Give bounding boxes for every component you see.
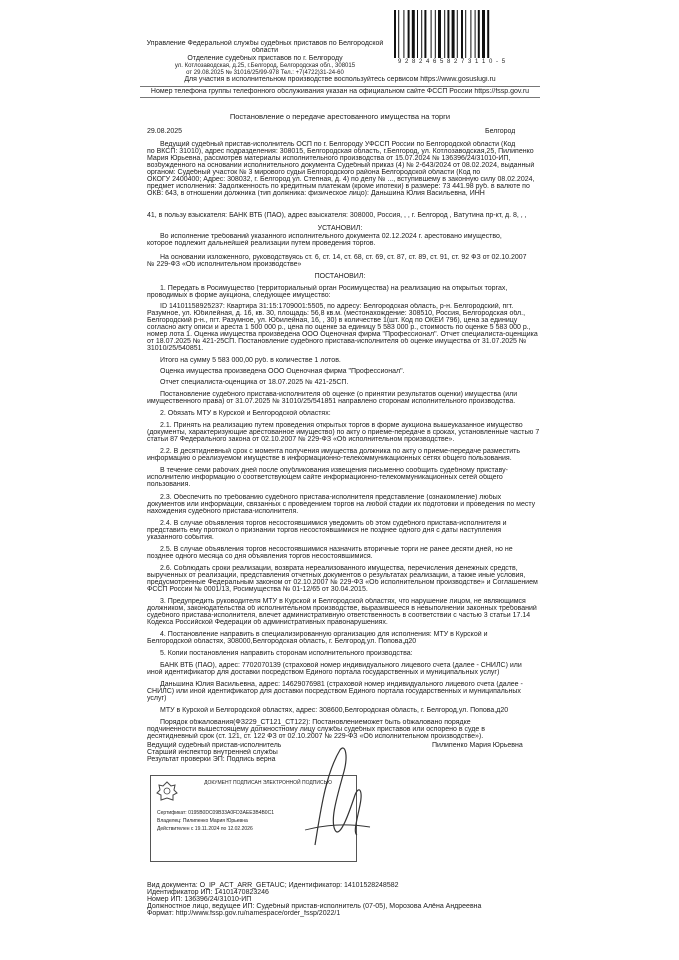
appeal-line: Порядок обжалования(ФЗ229_СТ121_СТ122): Постановлениеможет быть обжаловано порядке <box>160 719 471 726</box>
recipient-2-line: Даньшина Юлия Васильевна, адрес: 14629076981 (страховой номер индивидуального лицевого счета (далее - <box>160 681 523 688</box>
gosuslugi-note: Для участия в исполнительном производстве воспользуйтесь сервисом https://www.gosuslugi.ru <box>184 76 496 83</box>
dept-line-1: Отделение судебных приставов по г. Белгороду <box>187 55 343 62</box>
signer-title: Ведущий судебный пристав-исполнитель <box>147 742 282 749</box>
intro-line: ОКОГУ 2400400; Адрес: 308032, г. Белгород ул. Степная, д. 4) по делу № ..., вступившему в законную силу 08.02.2024, <box>147 176 535 183</box>
established-heading: УСТАНОВИЛ: <box>317 225 363 232</box>
recipient-2-line: услуг) <box>147 695 167 702</box>
phone-note: Номер телефона группы телефонного обслуживания указан на официальном сайте ФССП России https://fssp.gov.ru <box>150 88 530 95</box>
property-line: от 18.07.2025 № 421-25СП. Постановление судебного пристава-исполнителя об оценке имущества от 31.07.2025 № <box>147 338 527 345</box>
paragraph-2-3-line: 2.3. Обеспечить по требованию судебного пристава-исполнителя представление (ознакомление) любых <box>160 494 502 501</box>
header-divider-2 <box>140 97 540 98</box>
footer-ip-number: Номер ИП: 136396/24/31010-ИП <box>147 896 252 903</box>
recipient-2-line: СНИЛС) или иной идентификатор для доставки посредством Единого портала государственных и муниципальных <box>147 688 521 695</box>
paragraph-4-line: 4. Постановление направить в специализированную организацию для исполнения: МТУ в Курской и <box>160 631 488 638</box>
paragraph-3-line: должником, законодательства об исполнительном производстве, выразившееся в невыполнении законных требований <box>147 605 537 612</box>
intro-line: возбужденного на основании исполнительного документа Судебный приказ (4) № 2-643/2024 от 08.02.2024, выданный <box>147 162 535 169</box>
stamp-line: Сертификат: 0195B0DC09B33A0FD3AEE3B4B0C1 <box>157 810 274 816</box>
footer-format: Формат: http://www.fssp.gov.ru/namespace/order_fssp/2022/1 <box>147 910 341 917</box>
intro-line: органом: Судебный участок № 3 мирового судьи Белгородского района Белгородской области (Код по <box>147 169 481 176</box>
recipient-1-line: БАНК ВТБ (ПАО), адрес: 7702070139 (страховой номер индивидуального лицевого счета (далее - СНИЛС) или <box>160 662 522 669</box>
recipient-1-line: иной идентификатор для доставки посредством Единого портала государственных и муниципальных услуг) <box>147 669 500 676</box>
paragraph-1-line: 1. Передать в Росимущество (территориальный орган Росимущества) на реализацию на открытых торгах, <box>160 285 508 292</box>
signer-name: Пилипенко Мария Юрьевна <box>432 742 523 749</box>
paragraph-2-2-line: 2.2. В десятидневный срок с момента получения имущества должника по акту о приеме-передаче разместить <box>160 448 521 455</box>
property-line: номер лота 1. Оценка имущества произведена ООО Оценочная фирма "Профессионал". Отчет специалиста-оценщика <box>147 331 538 338</box>
paragraph-2-5-line: 2.5. В случае объявления торгов несостоявшимися назначить вторичные торги не ранее десяти дней, но не <box>160 546 513 553</box>
inspector-line: Старший инспектор внутренней службы <box>147 749 278 756</box>
property-line: Разумное, ул. Юбилейная, д. 16, кв. 30, площадь: 56,8 кв.м. (местонахождение: 308510, Россия, Белгородская обл., <box>147 310 526 317</box>
paragraph-2-3-line: документов или информации, связанных с проведением торгов на любой стадии их подготовки и проведения по месту <box>147 501 536 508</box>
paragraph-4-line: Белгородской областях, 308000,Белгородская область, г. Белгород,ул. Попова,д20 <box>147 638 417 645</box>
intro-line: предмет исполнения: Задолженность по кредитным платежам (кроме ипотеки) в размере: 73 441.98 руб. в валюте по <box>147 183 530 190</box>
report-line: Отчет специалиста-оценщика от 18.07.2025 № 421-25СП. <box>160 379 349 386</box>
intro-line: Ведущий судебный пристав-исполнитель ОСП по г. Белгороду УФССП России по Белгородской области (Код <box>160 141 516 148</box>
paragraph-2-6-line: предусмотренные Федеральным законом от 02.10.2007 № 229-ФЗ «Об исполнительном производстве» и Соглашением <box>147 579 538 586</box>
paragraph-2-4-line: указанного события. <box>147 534 214 541</box>
barcode-number: 9 2 8 2 4 6 5 8 2 7 3 1 1 0 - 5 <box>397 59 507 65</box>
claimant-line: 41, в пользу взыскателя: БАНК ВТБ (ПАО), адрес взыскателя: 308000, Россия, , , г. Белгород , Ватутина пр-кт, д. 8, , , <box>147 212 527 219</box>
valuation-line: Оценка имущества произведена ООО Оценочная фирма "Профессионал". <box>160 368 405 375</box>
org-line-2: области <box>251 47 279 54</box>
paragraph-3-line: судебного пристава-исполнителя, влечет административную ответственность в соответствии с частью 3 статьи 17.14 <box>147 612 531 619</box>
appeal-line: десятидневный срок (ст. 121, ст. 122 ФЗ от 02.10.2007 № 229-ФЗ «Об исполнительном производстве»). <box>147 733 484 740</box>
footer-doc-type: Вид документа: O_IP_ACT_ARR_GETAUC; Идентификатор: 14101528248582 <box>147 882 399 889</box>
ep-check-line: Результат проверки ЭП: Подпись верна <box>147 756 276 763</box>
barcode-image <box>392 10 512 58</box>
paragraph-2-2b-line: исполнителю информацию о соответствующем сайте информационно-телекоммуникационных сетей общего <box>147 474 503 481</box>
paragraph-3-line: Кодекса Российской Федерации об административных правонарушениях. <box>147 619 388 626</box>
stamp-line: Действителен с 19.11.2024 по 12.02.2026 <box>157 826 253 832</box>
paragraph-2-2b-line: В течение семи рабочих дней после опубликования извещения письменно сообщить судебному приставу- <box>160 467 508 474</box>
paragraph-3-line: 3. Предупредить руководителя МТУ в Курской и Белгородской областях, что нарушение лицом, не являющимся <box>160 598 526 605</box>
resolved-heading: ПОСТАНОВИЛ: <box>314 273 366 280</box>
basis-line: На основании изложенного, руководствуясь ст. 6, ст. 14, ст. 68, ст. 69, ст. 87, ст. 89, ст. 91, ст. 92 ФЗ от 02.10.2007 <box>160 254 527 261</box>
handwritten-signature <box>285 735 385 855</box>
property-line: 31010/25/540851. <box>147 345 204 352</box>
document-city: Белгород <box>485 128 516 135</box>
intro-line: по ВКСП: 31010), адрес подразделения: 308015, Белгородская область, г.Белгород, ул. Котлозаводская,25, Пилипенко <box>147 148 534 155</box>
valuation-order-line: Постановление судебного пристава-исполнителя об оценке (о принятии результатов оценки) имущества (или <box>160 391 518 398</box>
document-title: Постановление о передаче арестованного имущества на торги <box>229 113 451 121</box>
established-line: которое подлежит дальнейшей реализации путем проведения торгов. <box>147 240 376 247</box>
footer-responsible: Должностное лицо, ведущее ИП: Судебный пристав-исполнитель (07-05), Морозова Алёна Андреевна <box>147 903 482 910</box>
paragraph-2-4-line: 2.4. В случае объявления торгов несостоявшимися уведомить об этом судебного пристава-исполнителя и <box>160 520 507 527</box>
paragraph-2-6-line: ФССП России № 0001/13, Росимущества № 01-12/65 от 30.04.2015. <box>147 586 368 593</box>
recipient-3-line: МТУ в Курской и Белгородской областях, адрес: 308600,Белгородская область, г. Белгород,ул. Попова,д20 <box>160 707 509 714</box>
stamp-header: ДОКУМЕНТ ПОДПИСАН ЭЛЕКТРОННОЙ ПОДПИСЬЮ <box>204 780 332 786</box>
intro-line: Мария Юрьевна, рассмотрев материалы исполнительного производства от 15.07.2024 № 136396/24/31010-ИП, <box>147 155 511 162</box>
paragraph-2-1-line: 2.1. Принять на реализацию путем проведения открытых торгов в форме аукциона вышеуказанное имущество <box>160 422 523 429</box>
coat-of-arms-icon <box>155 780 179 804</box>
dept-line-3: от 29.08.2025 № 31016/25/99-978 Тел.: +7(4722)31-24-60 <box>186 70 344 76</box>
paragraph-1-line: проводимых в форме аукциона, следующее имущество: <box>147 292 331 299</box>
org-line-1: Управление Федеральной службы судебных приставов по Белгородской <box>146 40 384 47</box>
valuation-order-line: имущественного права) от 31.07.2025 № 31010/25/541851 направлено сторонам исполнительного производства. <box>147 398 516 405</box>
document-date: 29.08.2025 <box>147 128 183 135</box>
paragraph-2-5-line: позднее одного месяца со дня объявления торгов несостоявшимися. <box>147 553 373 560</box>
header-divider-1 <box>140 86 540 87</box>
total-line: Итого на сумму 5 583 000,00 руб. в количестве 1 лотов. <box>160 357 341 364</box>
stamp-line: Владелец: Пилипенко Мария Юрьевна <box>157 818 248 824</box>
paragraph-2: 2. Обязать МТУ в Курской и Белгородской областях: <box>160 410 331 417</box>
property-line: согласно акту описи и ареста 1 500 000 р., цена по оценке за единицу 5 583 000 р., стоимость по оценке 5 583 000 р., <box>147 324 531 331</box>
basis-line: № 229-ФЗ «Об исполнительном производстве» <box>147 261 302 268</box>
paragraph-2-6-line: вырученных от реализации, представления отчетных документов о результатах реализации, а также иные условия, <box>147 572 526 579</box>
footer-ip-id: Идентификатор ИП: 14101470823246 <box>147 889 269 896</box>
dept-line-2: ул. Котлозаводская, д.25, г.Белгород, Белгородская обл., 308015 <box>174 63 356 69</box>
paragraph-2-4-line: представить ему протокол о признании торгов несостоявшимися не позднее одного дня с даты наступления <box>147 527 502 534</box>
property-line: ID 14101158925237: Квартира 31:15:1709001:5505, по адресу: Белгородская область, р-н. Белгородский, пгт. <box>160 303 514 310</box>
established-line: Во исполнение требований указанного исполнительного документа 02.12.2024 г. арестовано имущество, <box>160 233 502 240</box>
paragraph-5: 5. Копии постановления направить сторонам исполнительного производства: <box>160 650 413 657</box>
intro-line: ОКВ: 643, в отношении должника (тип должника: физическое лицо): Даньшина Юлия Васильевна, ИНН <box>147 190 485 197</box>
paragraph-2-6-line: 2.6. Соблюдать сроки реализации, возврата нереализованного имущества, перечисления денежных средств, <box>160 565 518 572</box>
paragraph-2-3-line: нахождения судебного пристава-исполнителя. <box>147 508 299 515</box>
appeal-line: подчиненности вышестоящему должностному лицу службы судебных приставов или оспорено в суде в <box>147 726 485 733</box>
paragraph-2-2b-line: пользования. <box>147 481 191 488</box>
property-line: Белгородский р-н., пгт. Разумное, ул. Юбилейная, 16, , 30) в количестве 1(шт. Код по ОКЕИ 796), цена за единицу <box>147 317 518 324</box>
paragraph-2-1-line: (документы, характеризующие арестованное имущество) по акту о приеме-передаче в сроках, установленные частью 7 <box>147 429 540 436</box>
paragraph-2-1-line: статьи 87 Федерального закона от 02.10.2007 № 229-ФЗ «Об исполнительном производстве». <box>147 436 455 443</box>
paragraph-2-2-line: информацию о реализуемом имуществе в информационно-телекоммуникационных сетях общего пользования. <box>147 455 512 462</box>
